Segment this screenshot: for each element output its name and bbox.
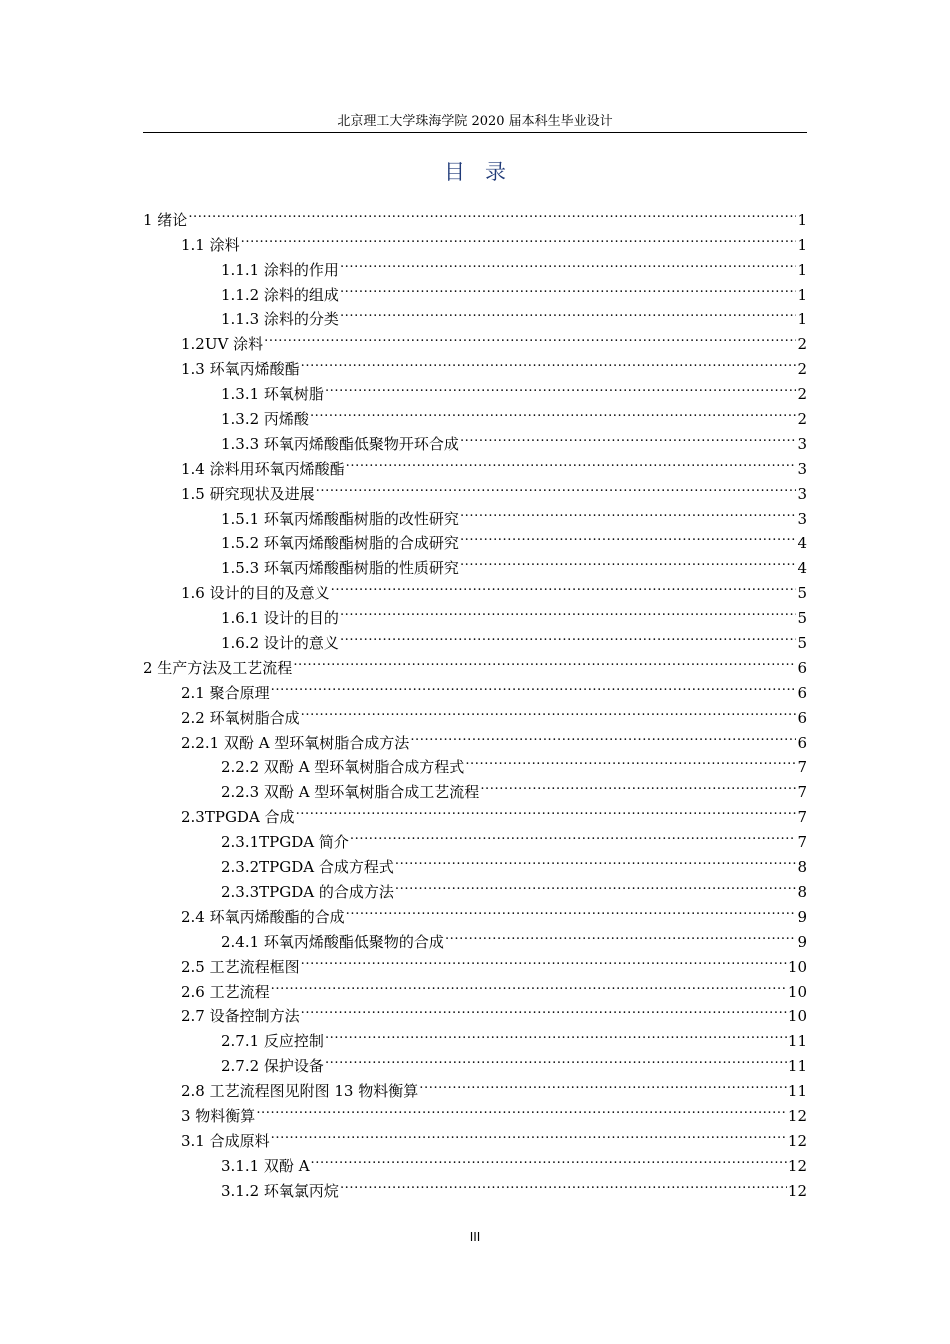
- toc-entry-label: 1.1.3 涂料的分类: [221, 310, 339, 329]
- toc-entry-label: 3.1 合成原料: [181, 1131, 270, 1150]
- toc-entry-label: 3.1.2 环氧氯丙烷: [221, 1181, 339, 1200]
- dot-leader: [301, 349, 797, 374]
- toc-entry-label: 3 物料衡算: [181, 1106, 256, 1125]
- toc-entry-label: 1.6.1 设计的目的: [221, 609, 339, 628]
- dot-leader: [325, 1021, 787, 1046]
- toc-entry-label: 2.7.1 反应控制: [221, 1032, 324, 1051]
- header-rule: [143, 132, 807, 133]
- toc-entry-page: 7: [797, 833, 807, 852]
- toc-entry-label: 1.5 研究现状及进展: [181, 484, 315, 503]
- toc-entry-page: 1: [797, 210, 807, 229]
- toc-entry-label: 2.3.1TPGDA 简介: [221, 833, 349, 852]
- dot-leader: [301, 997, 787, 1022]
- toc-entry-page: 2: [797, 410, 807, 429]
- toc-entry-label: 2.3TPGDA 合成: [181, 808, 295, 827]
- toc-entry-page: 5: [797, 584, 807, 603]
- dot-leader: [480, 772, 796, 797]
- toc-entry-label: 2.7 设备控制方法: [181, 1007, 300, 1026]
- toc-entry-label: 2.1 聚合原理: [181, 683, 270, 702]
- dot-leader: [325, 374, 797, 399]
- toc-entry-page: 3: [797, 509, 807, 528]
- toc-entry-page: 10: [787, 957, 807, 976]
- toc-entry-label: 2.2 环氧树脂合成: [181, 708, 300, 727]
- dot-leader: [271, 673, 797, 698]
- dot-leader: [271, 1121, 787, 1146]
- toc-entry-page: 8: [797, 858, 807, 877]
- toc-entry-page: 8: [797, 882, 807, 901]
- toc-entry-label: 2.5 工艺流程框图: [181, 957, 300, 976]
- dot-leader: [340, 623, 797, 648]
- toc-entry-label: 1.1.2 涂料的组成: [221, 285, 339, 304]
- dot-leader: [395, 847, 797, 872]
- toc-entry-label: 1.5.1 环氧丙烯酸酯树脂的改性研究: [221, 509, 459, 528]
- dot-leader: [460, 499, 797, 524]
- toc-entry-page: 11: [787, 1082, 807, 1101]
- dot-leader: [346, 897, 797, 922]
- toc-entry-page: 2: [797, 360, 807, 379]
- dot-leader: [340, 1171, 787, 1196]
- dot-leader: [395, 872, 797, 897]
- dot-leader: [264, 324, 796, 349]
- table-of-contents: [143, 200, 807, 1200]
- dot-leader: [331, 573, 797, 598]
- dot-leader: [340, 598, 797, 623]
- dot-leader: [460, 524, 797, 549]
- toc-entry-label: 2.3.2TPGDA 合成方程式: [221, 858, 394, 877]
- dot-leader: [465, 748, 796, 773]
- toc-entry-page: 6: [797, 658, 807, 677]
- toc-entry-page: 5: [797, 634, 807, 653]
- toc-entry-page: 6: [797, 683, 807, 702]
- dot-leader: [460, 548, 797, 573]
- toc-entry-label: 1.2UV 涂料: [181, 335, 264, 354]
- page-number: III: [469, 1230, 481, 1244]
- toc-entry-label: 3.1.1 双酚 A: [221, 1156, 310, 1175]
- toc-entry-page: 3: [797, 434, 807, 453]
- dot-leader: [340, 300, 797, 325]
- toc-entry-label: 2.3.3TPGDA 的合成方法: [221, 882, 394, 901]
- toc-entry-label: 1.3.3 环氧丙烯酸酯低聚物开环合成: [221, 434, 459, 453]
- toc-entry-label: 1.5.3 环氧丙烯酸酯树脂的性质研究: [221, 559, 459, 578]
- dot-leader: [460, 424, 797, 449]
- toc-entry-page: 5: [797, 609, 807, 628]
- toc-entry-label: 1.3.2 丙烯酸: [221, 410, 309, 429]
- toc-entry-page: 12: [787, 1156, 807, 1175]
- toc-entry-page: 3: [797, 484, 807, 503]
- dot-leader: [340, 250, 797, 275]
- dot-leader: [293, 648, 796, 673]
- toc-entry-page: 12: [787, 1181, 807, 1200]
- dot-leader: [316, 474, 797, 499]
- toc-entry-page: 4: [797, 559, 807, 578]
- dot-leader: [350, 822, 797, 847]
- toc-entry-label: 2.8 工艺流程图见附图 13 物料衡算: [181, 1082, 419, 1101]
- toc-entry[interactable]: [143, 200, 807, 229]
- toc-entry-label: 1.1 涂料: [181, 235, 240, 254]
- toc-entry-page: 12: [787, 1131, 807, 1150]
- toc-entry-page: 4: [797, 534, 807, 553]
- toc-entry-page: 3: [797, 459, 807, 478]
- toc-entry[interactable]: [143, 250, 807, 279]
- toc-entry-page: 10: [787, 982, 807, 1001]
- toc-entry-page: 2: [797, 335, 807, 354]
- toc-entry-label: 1.3.1 环氧树脂: [221, 385, 324, 404]
- toc-entry-label: 2.2.1 双酚 A 型环氧树脂合成方法: [181, 733, 410, 752]
- toc-entry-label: 1.6.2 设计的意义: [221, 634, 339, 653]
- toc-entry-label: 2.7.2 保护设备: [221, 1057, 324, 1076]
- dot-leader: [310, 399, 797, 424]
- toc-entry-page: 6: [797, 733, 807, 752]
- toc-title: 目录: [444, 160, 526, 184]
- toc-entry-page: 7: [797, 783, 807, 802]
- dot-leader: [301, 947, 787, 972]
- toc-entry-page: 1: [797, 260, 807, 279]
- dot-leader: [256, 1096, 787, 1121]
- toc-entry-page: 6: [797, 708, 807, 727]
- toc-entry-label: 2.2.2 双酚 A 型环氧树脂合成方程式: [221, 758, 465, 777]
- dot-leader: [340, 275, 797, 300]
- dot-leader: [445, 922, 797, 947]
- dot-leader: [188, 200, 796, 225]
- toc-entry-label: 2.2.3 双酚 A 型环氧树脂合成工艺流程: [221, 783, 480, 802]
- dot-leader: [311, 1146, 787, 1171]
- toc-entry-label: 1.5.2 环氧丙烯酸酯树脂的合成研究: [221, 534, 459, 553]
- toc-entry-label: 2.4 环氧丙烯酸酯的合成: [181, 907, 345, 926]
- toc-entry-page: 1: [797, 235, 807, 254]
- dot-leader: [410, 723, 796, 748]
- toc-entry-label: 1.1.1 涂料的作用: [221, 260, 339, 279]
- toc-entry-page: 7: [797, 758, 807, 777]
- toc-entry-page: 1: [797, 285, 807, 304]
- toc-entry-label: 2.6 工艺流程: [181, 982, 270, 1001]
- toc-entry-label: 1.6 设计的目的及意义: [181, 584, 330, 603]
- dot-leader: [301, 698, 797, 723]
- toc-entry-page: 2: [797, 385, 807, 404]
- toc-entry-label: 1.3 环氧丙烯酸酯: [181, 360, 300, 379]
- toc-entry-label: 1.4 涂料用环氧丙烯酸酯: [181, 459, 345, 478]
- toc-entry-label: 2 生产方法及工艺流程: [143, 658, 293, 677]
- dot-leader: [271, 972, 787, 997]
- page-header: 北京理工大学珠海学院 2020 届本科生毕业设计: [337, 114, 613, 129]
- toc-entry-page: 10: [787, 1007, 807, 1026]
- toc-entry-label: 1 绪论: [143, 210, 188, 229]
- dot-leader: [346, 449, 797, 474]
- dot-leader: [419, 1071, 787, 1096]
- toc-entry-label: 2.4.1 环氧丙烯酸酯低聚物的合成: [221, 932, 444, 951]
- toc-entry-page: 9: [797, 907, 807, 926]
- dot-leader: [241, 225, 797, 250]
- toc-entry-page: 1: [797, 310, 807, 329]
- toc-entry-page: 11: [787, 1032, 807, 1051]
- toc-entry-page: 12: [787, 1106, 807, 1125]
- toc-entry-page: 9: [797, 932, 807, 951]
- dot-leader: [325, 1046, 787, 1071]
- toc-entry-page: 7: [797, 808, 807, 827]
- toc-entry[interactable]: [143, 225, 807, 254]
- toc-entry-page: 11: [787, 1057, 807, 1076]
- dot-leader: [296, 797, 797, 822]
